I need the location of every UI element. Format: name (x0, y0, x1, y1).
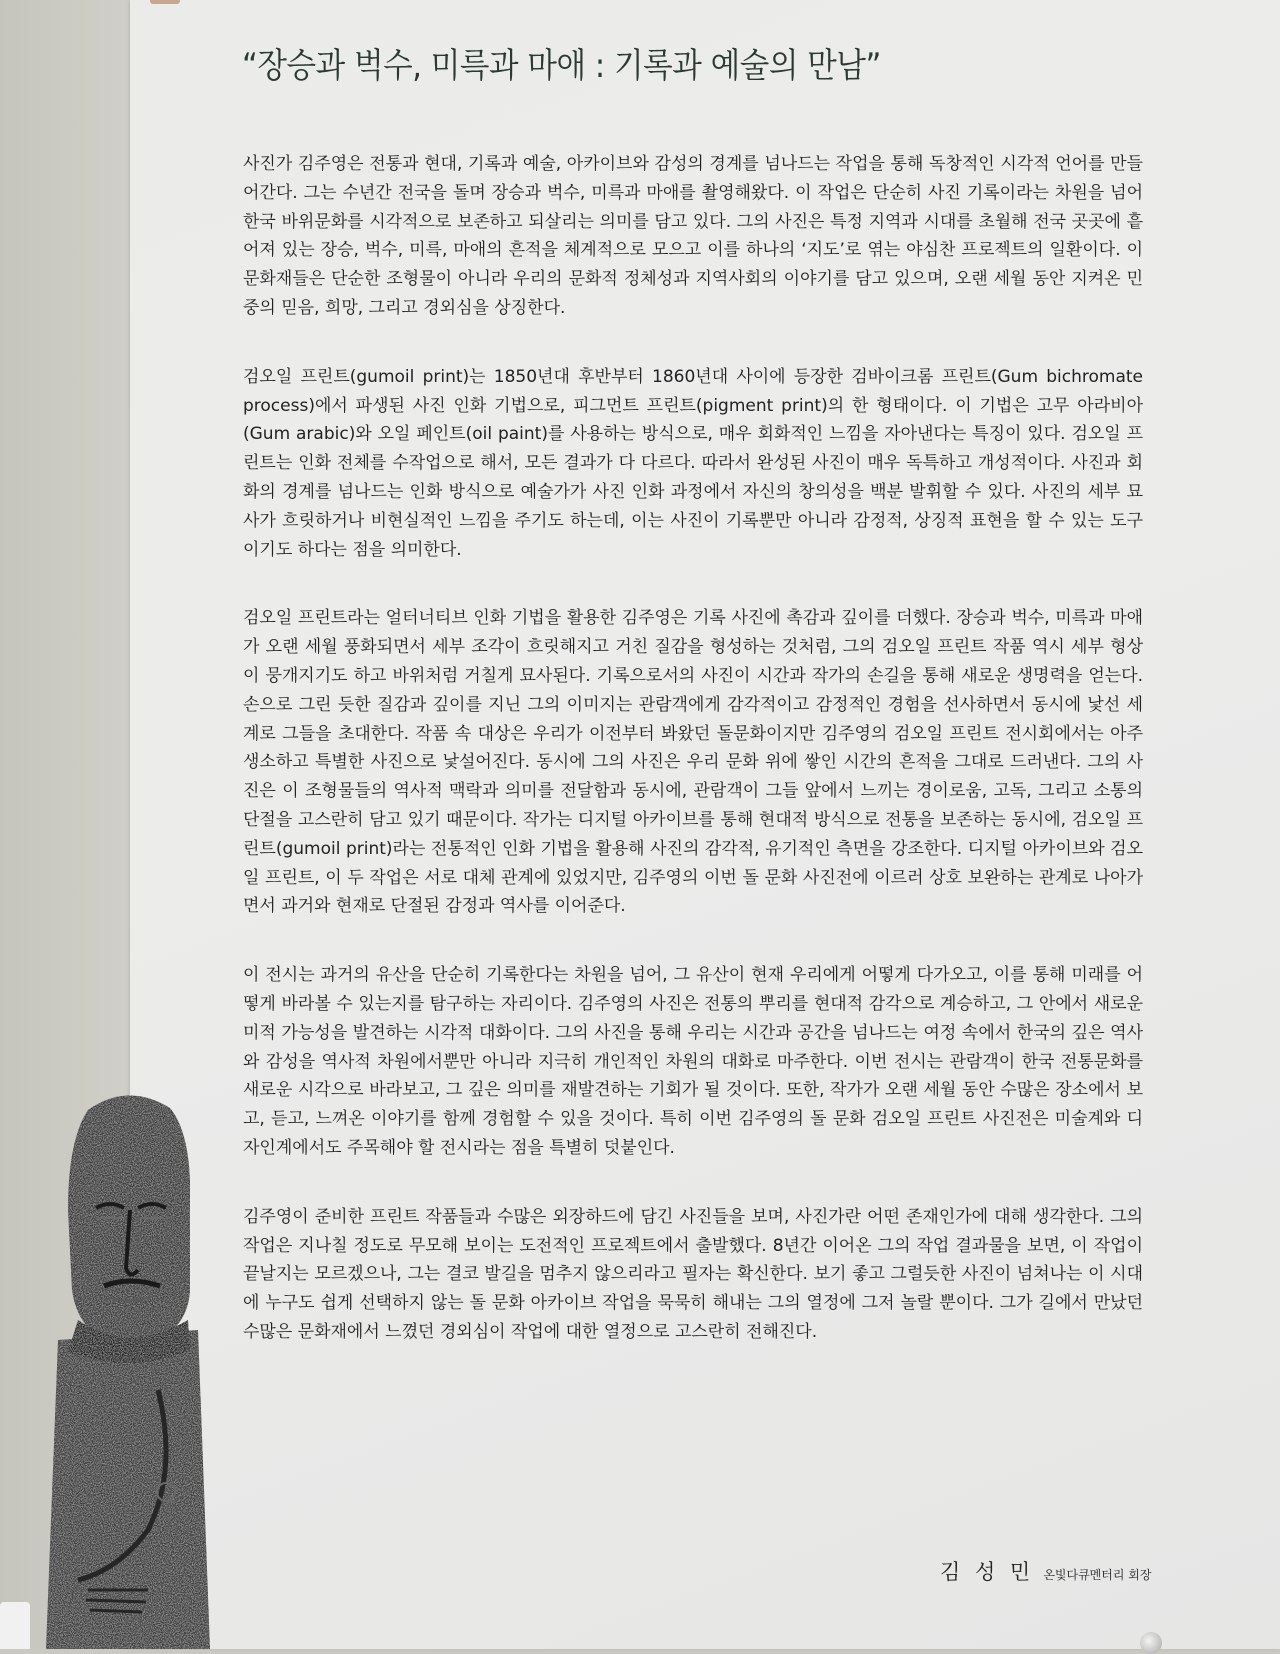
panel-clip (150, 0, 180, 4)
author-name: 김 성 민 (940, 1560, 1035, 1584)
paragraph-1: 사진가 김주영은 전통과 현대, 기록과 예술, 아카이브와 감성의 경계를 넘나드는 작업을 통해 독창적인 시각적 언어를 만들어간다. 그는 수년간 전국을 돌며 장승과 벅수, 미륵과 마애를 촬영해왔다. 이 작업은 단순히 사진 기록이라는 차원을 넘어 한국 바위문화를 시각적으로 보존하고 되살리는 의미를 담고 있다. 그의 사진은 특정 지역과 시대를 초월해 전국 곳곳에 흩어져 있는 장승, 벅수, 미륵, 마애의 흔적을 체계적으로 모으고 이를 하나의 ‘지도’로 엮는 야심찬 프로젝트의 일환이다. 이 문화재들은 단순한 조형물이 아니라 우리의 문화적 정체성과 지역사회의 이야기를 담고 있으며, 오랜 세월 동안 지켜온 민중의 믿음, 희망, 그리고 경외심을 상징한다. (243, 154, 1143, 318)
author-signature (940, 1556, 1151, 1586)
push-pin (1140, 1632, 1162, 1654)
paragraph-4: 이 전시는 과거의 유산을 단순히 기록한다는 차원을 넘어, 그 유산이 현재 우리에게 어떻게 다가오고, 이를 통해 미래를 어떻게 바라볼 수 있는지를 탐구하는 자리이다. 김주영의 사진은 전통의 뿌리를 현대적 감각으로 계승하고, 그 안에서 새로운 미적 가능성을 발견하는 시각적 대화이다. 그의 사진을 통해 우리는 시간과 공간을 넘나드는 여정 속에서 한국의 깊은 역사와 감성을 역사적 차원에서뿐만 아니라 지극히 개인적인 차원의 대화로 마주한다. 이번 전시는 관람객이 한국 전통문화를 새로운 시각으로 바라보고, 그 깊은 의미를 재발견하는 기회가 될 것이다. 또한, 작가가 오랜 세월 동안 수많은 장소에서 보고, 듣고, 느껴온 이야기를 함께 경험할 수 있을 것이다. 특히 이번 김주영의 돌 문화 검오일 프린트 사진전은 미술계와 디자인계에서도 주목해야 할 전시라는 점을 특별히 덧붙인다. (243, 965, 1143, 1158)
paragraph-3: 검오일 프린트라는 얼터너티브 인화 기법을 활용한 김주영은 기록 사진에 촉감과 깊이를 더했다. 장승과 벅수, 미륵과 마애가 오랜 세월 풍화되면서 세부 조각이 흐릿해지고 거친 질감을 형성하는 것처럼, 그의 검오일 프린트 작품 역시 세부 형상이 뭉개지기도 하고 바위처럼 거칠게 묘사된다. 기록으로서의 사진이 시간과 작가의 손길을 통해 새로운 생명력을 얻는다. 손으로 그린 듯한 질감과 깊이를 지닌 그의 이미지는 관람객에게 감각적이고 감정적인 경험을 선사하면서 동시에 낯선 세계로 그들을 초대한다. 작품 속 대상은 우리가 이전부터 봐왔던 돌문화이지만 김주영의 검오일 프린트 전시회에서는 아주 생소하고 특별한 사진으로 낯설어진다. 동시에 그의 사진은 우리 문화 위에 쌓인 시간의 흔적을 그대로 드러낸다. 그의 사진은 이 조형물들의 역사적 맥락과 의미를 전달함과 동시에, 관람객이 그들 앞에서 느끼는 경이로움, 고독, 그리고 소통의 단절을 고스란히 담고 있기 때문이다. 작가는 디지털 아카이브를 통해 현대적 방식으로 전통을 보존하는 동시에, 검오일 프린트(gumoil print)라는 전통적인 인화 기법을 활용해 사진의 감각적, 유기적인 측면을 강조한다. 디지털 아카이브와 검오일 프린트, 이 두 작업은 서로 대체 관계에 있었지만, 김주영의 이번 돌 문화 사진전에 이르러 상호 보완하는 관계로 나아가면서 과거와 현재로 단절된 감정과 역사를 이어준다. (243, 608, 1143, 917)
paragraph-5: 김주영이 준비한 프린트 작품들과 수많은 외장하드에 담긴 사진들을 보며, 사진가란 어떤 존재인가에 대해 생각한다. 그의 작업은 지나칠 정도로 무모해 보이는 도전적인 프로젝트에서 출발했다. 8년간 이어온 그의 작업 결과물을 보면, 이 작업이 끝날지는 모르겠으나, 그는 결코 발길을 멈추지 않으리라고 필자는 확신한다. 보기 좋고 그럴듯한 사진이 넘쳐나는 이 시대에 누구도 쉽게 선택하지 않는 돌 문화 아카이브 작업을 묵묵히 해내는 그의 열정에 그저 놀랄 뿐이다. 그가 길에서 만났던 수많은 문화재에서 느꼈던 경외심이 작업에 대한 열정으로 고스란히 전해진다. (243, 1206, 1143, 1342)
author-role: 온빛다큐멘터리 회장 (1043, 1568, 1152, 1582)
paragraph-2: 검오일 프린트(gumoil print)는 1850년대 후반부터 1860년대 사이에 등장한 검바이크롬 프린트(Gum bichromate process)에서 파생된 사진 인화 기법으로, 피그먼트 프린트(pigment print)의 한 형태이다. 이 기법은 고무 아라비아(Gum arabic)와 오일 페인트(oil paint)를 사용하는 방식으로, 매우 회화적인 느낌을 자아낸다는 특징이 있다. 검오일 프린트는 인화 전체를 수작업으로 해서, 모든 결과가 다 다르다. 따라서 완성된 사진이 매우 독특하고 개성적이다. 사진과 회화의 경계를 넘나드는 인화 방식으로 예술가가 사진 인화 과정에서 자신의 창의성을 백분 발휘할 수 있다. 사진의 세부 묘사가 흐릿하거나 비현실적인 느낌을 주기도 하는데, 이는 사진이 기록뿐만 아니라 감정적, 상징적 표현을 할 수 있는 도구이기도 하다는 점을 의미한다. (243, 366, 1143, 560)
wall-outlet (0, 1602, 30, 1649)
page-title: “장승과 벅수, 미륵과 마애 : 기록과 예술의 만남” (242, 46, 881, 86)
stone-statue-image (38, 1090, 218, 1649)
essay-body (243, 150, 1143, 1387)
